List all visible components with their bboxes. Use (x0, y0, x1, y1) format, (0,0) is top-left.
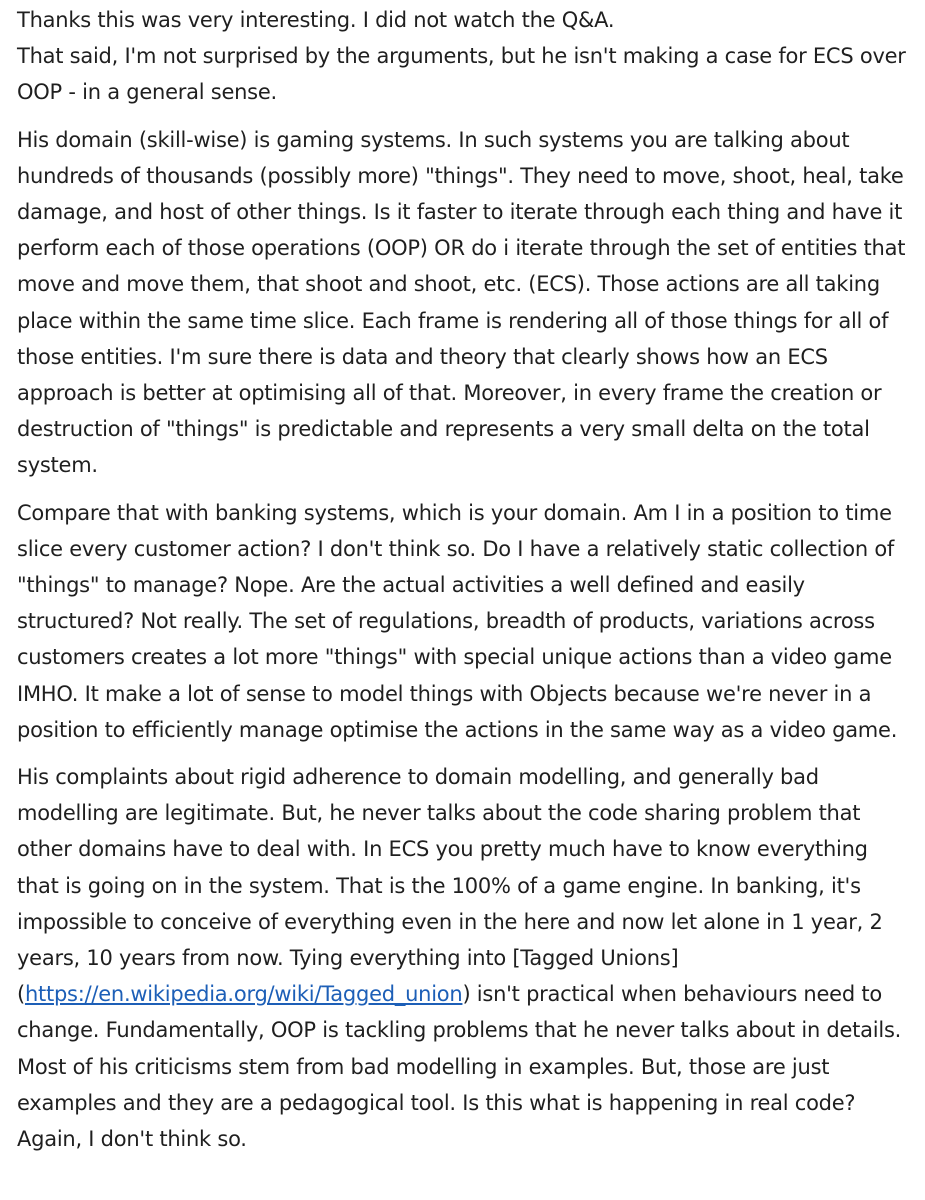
paragraph-gaming-domain: His domain (skill-wise) is gaming systems. In such systems you are talking about hundreds of thousands (possibly more) "things". They need to move, shoot, heal, take damage, and host of other things. Is it faster to iterate through each thing and have it perform each of those operations (OOP) OR do i iterate through the set of entities that move and move them, that shoot and shoot, etc. (ECS). Those actions are all taking place within the same time slice. Each frame is rendering all of those things for all of those entities. I'm sure there is data and theory that clearly shows how an ECS approach is better at optimising all of that. Moreover, in every frame the creation or destruction of "things" is predictable and represents a very small delta on the total system. (17, 127, 906, 478)
paragraph-complaints (17, 759, 912, 1157)
comment-body (17, 2, 912, 1157)
tagged-union-link[interactable]: https://en.wikipedia.org/wiki/Tagged_union (24, 982, 463, 1007)
paragraph-intro: Thanks this was very interesting. I did not watch the Q&A. (17, 8, 615, 32)
complaints-text-before-link: His complaints about rigid adherence to domain modelling, and generally bad modelling are legitimate. But, he never talks about the code sharing problem that other domains have to deal with. In ECS you pretty much have to know everything that is going on in the system. That is the 100% of a game engine. In banking, it's impossible to conceive of everything even in the here and now let alone in 1 year, 2 years, 10 years from now. Tying everything into [Tagged Unions] ( (17, 765, 883, 1007)
paragraph-banking-domain: Compare that with banking systems, which is your domain. Am I in a position to time slice every customer action? I don't think so. Do I have a relatively static collection of "things" to manage? Nope. Are the actual activities a well defined and easily structured? Not really. The set of regulations, breadth of products, variations across customers creates a lot more "things" with special unique actions than a video game IMHO. It make a lot of sense to model things with Objects because we're never in a position to efficiently manage optimise the actions in the same way as a video game. (17, 500, 898, 742)
complaints-text-after-link: ) isn't practical when behaviours need to change. Fundamentally, OOP is tackling problems that he never talks about in details. Most of his criticisms stem from bad modelling in examples. But, those are just examples and they are a pedagogical tool. Is this what is happening in real code? Again, I don't think so. (17, 982, 902, 1152)
paragraph-ecs-vs-oop: That said, I'm not surprised by the arguments, but he isn't making a case for ECS over OOP - in a general sense. (17, 44, 906, 105)
